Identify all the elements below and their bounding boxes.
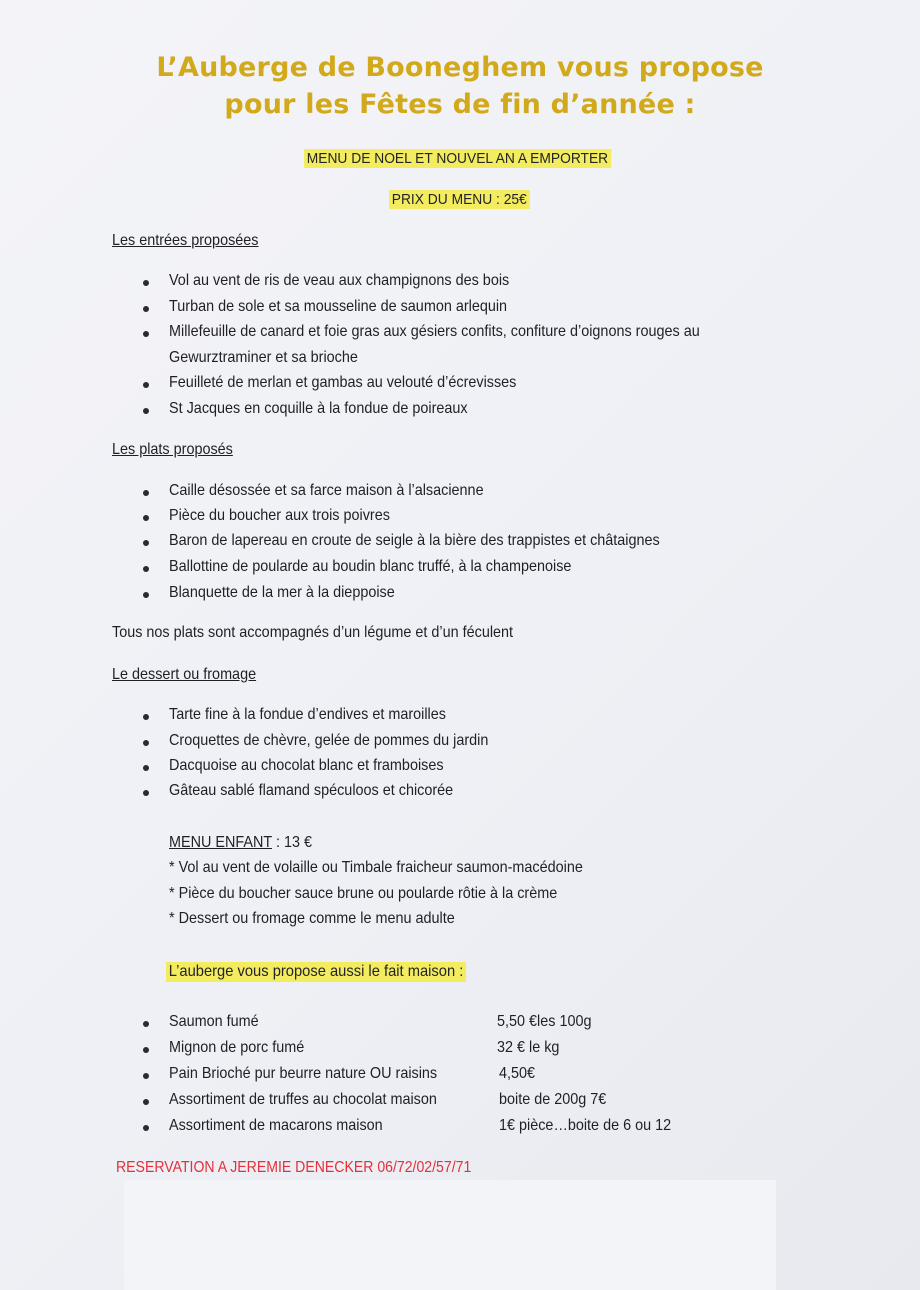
bullet (143, 1099, 149, 1105)
plat-item: Caille désossée et sa farce maison à l’alsacienne (169, 482, 484, 499)
bullet (143, 1073, 149, 1079)
menu-price-highlight: PRIX DU MENU : 25€ (389, 190, 530, 209)
bullet (143, 765, 149, 771)
bullet (143, 592, 149, 598)
bullet (143, 740, 149, 746)
plat-item: Pièce du boucher aux trois poivres (169, 507, 390, 524)
menu-enfant-line: * Pièce du boucher sauce brune ou poularde rôtie à la crème (169, 885, 558, 902)
bullet (143, 382, 149, 388)
bullet (143, 515, 149, 521)
entree-item-continuation: Gewurztraminer et sa brioche (169, 349, 358, 366)
maison-item-name: Saumon fumé (169, 1013, 259, 1030)
maison-item-price: 1€ pièce…boite de 6 ou 12 (499, 1117, 672, 1134)
menu-enfant-label: MENU ENFANT (169, 834, 272, 851)
plats-heading: Les plats proposés (112, 441, 233, 458)
bullet (143, 490, 149, 496)
entrees-heading: Les entrées proposées (112, 232, 259, 249)
entree-item: Turban de sole et sa mousseline de saumon arlequin (169, 298, 508, 315)
maison-item-price: boite de 200g 7€ (499, 1091, 607, 1108)
bullet (143, 1021, 149, 1027)
bullet (143, 1047, 149, 1053)
maison-item-price: 4,50€ (499, 1065, 536, 1082)
bullet (143, 790, 149, 796)
entree-item: Feuilleté de merlan et gambas au velouté d’écrevisses (169, 374, 517, 391)
entree-item: St Jacques en coquille à la fondue de poireaux (169, 400, 468, 417)
entree-item: Millefeuille de canard et foie gras aux gésiers confits, confiture d’oignons rouges au (169, 323, 700, 340)
dessert-item: Dacquoise au chocolat blanc et framboises (169, 757, 444, 774)
bullet (143, 566, 149, 572)
plats-note: Tous nos plats sont accompagnés d’un légume et d’un féculent (112, 624, 514, 641)
maison-item-name: Assortiment de truffes au chocolat maison (169, 1091, 437, 1108)
entree-item: Vol au vent de ris de veau aux champignons des bois (169, 272, 510, 289)
bullet (143, 306, 149, 312)
dessert-item: Croquettes de chèvre, gelée de pommes du jardin (169, 732, 489, 749)
menu-enfant-line: * Vol au vent de volaille ou Timbale fraicheur saumon-macédoine (169, 859, 583, 876)
menu-enfant-line: * Dessert ou fromage comme le menu adulte (169, 910, 455, 927)
bullet (143, 1125, 149, 1131)
bullet (143, 280, 149, 286)
title-line-1: L’Auberge de Booneghem vous propose (156, 52, 764, 83)
menu-title-highlight: MENU DE NOEL ET NOUVEL AN A EMPORTER (304, 149, 611, 168)
maison-item-name: Assortiment de macarons maison (169, 1117, 383, 1134)
reservation-line: RESERVATION A JEREMIE DENECKER 06/72/02/57/71 (116, 1159, 472, 1176)
maison-item-name: Mignon de porc fumé (169, 1039, 305, 1056)
dessert-item: Tarte fine à la fondue d’endives et maroilles (169, 706, 446, 723)
plat-item: Ballottine de poularde au boudin blanc truffé, à la champenoise (169, 558, 572, 575)
menu-enfant (169, 834, 312, 852)
bullet (143, 714, 149, 720)
dessert-item: Gâteau sablé flamand spéculoos et chicorée (169, 782, 454, 799)
bullet (143, 408, 149, 414)
maison-item-price: 32 € le kg (497, 1039, 560, 1056)
plat-item: Blanquette de la mer à la dieppoise (169, 584, 395, 601)
bullet (143, 540, 149, 546)
bullet (143, 331, 149, 337)
title-line-2: pour les Fêtes de fin d’année : (224, 89, 696, 120)
plat-item: Baron de lapereau en croute de seigle à la bière des trappistes et châtaignes (169, 532, 660, 549)
maison-item-name: Pain Brioché pur beurre nature OU raisins (169, 1065, 438, 1082)
maison-item-price: 5,50 €les 100g (497, 1013, 592, 1030)
menu-enfant-price: : 13 € (271, 834, 312, 851)
blank-patch (124, 1180, 776, 1290)
desserts-heading: Le dessert ou fromage (112, 666, 257, 683)
fait-maison-heading: L’auberge vous propose aussi le fait maison : (166, 962, 466, 982)
